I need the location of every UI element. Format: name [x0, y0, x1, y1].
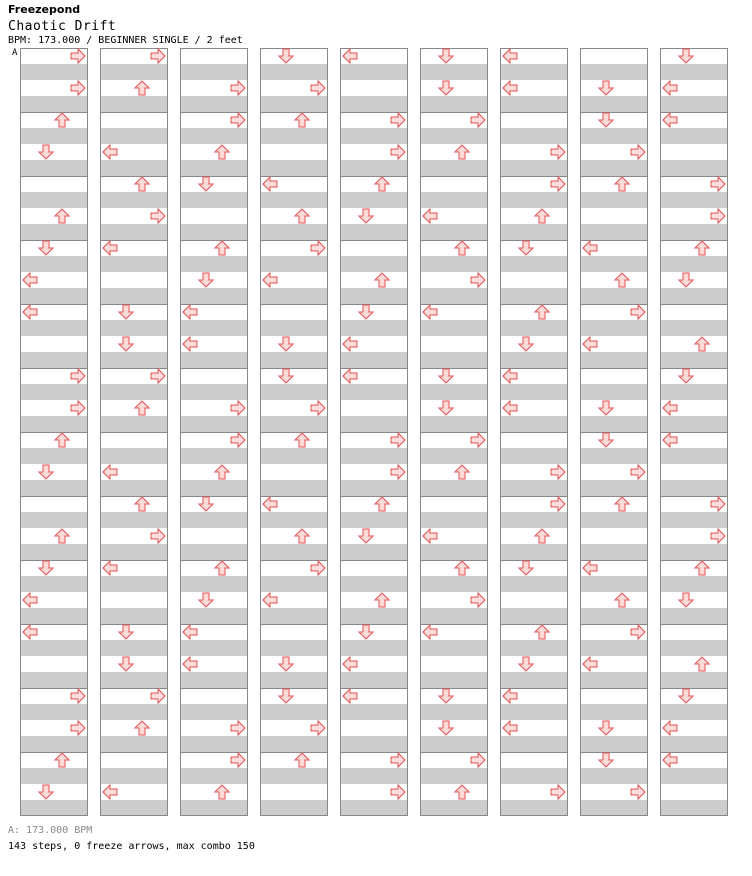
- step-arrow-right: [711, 529, 725, 543]
- step-arrow-down: [679, 593, 693, 607]
- step-arrow-down: [279, 689, 293, 703]
- step-arrow-up: [375, 177, 389, 191]
- step-arrow-down: [359, 305, 373, 319]
- step-arrow-up: [375, 497, 389, 511]
- step-arrow-left: [103, 145, 117, 159]
- step-arrow-up: [135, 401, 149, 415]
- step-arrow-up: [615, 177, 629, 191]
- step-arrow-left: [343, 689, 357, 703]
- step-arrow-down: [119, 305, 133, 319]
- step-arrow-down: [199, 177, 213, 191]
- step-arrow-down: [199, 497, 213, 511]
- step-arrow-down: [439, 369, 453, 383]
- step-arrow-up: [695, 241, 709, 255]
- step-arrow-left: [183, 625, 197, 639]
- step-arrow-left: [23, 625, 37, 639]
- step-arrow-down: [679, 369, 693, 383]
- step-arrow-down: [119, 657, 133, 671]
- step-arrow-down: [279, 49, 293, 63]
- step-arrow-down: [599, 113, 613, 127]
- step-arrow-right: [711, 497, 725, 511]
- step-arrow-right: [231, 81, 245, 95]
- step-arrow-left: [263, 177, 277, 191]
- step-arrow-down: [119, 625, 133, 639]
- step-arrow-left: [503, 401, 517, 415]
- step-arrow-left: [263, 497, 277, 511]
- step-arrow-right: [151, 209, 165, 223]
- step-arrow-up: [455, 145, 469, 159]
- step-arrow-left: [663, 433, 677, 447]
- step-arrow-right: [551, 145, 565, 159]
- step-arrow-down: [279, 657, 293, 671]
- step-arrow-left: [103, 241, 117, 255]
- step-arrow-up: [295, 753, 309, 767]
- step-arrow-left: [583, 561, 597, 575]
- step-arrow-right: [551, 177, 565, 191]
- step-arrow-right: [471, 273, 485, 287]
- step-arrow-down: [279, 369, 293, 383]
- step-arrow-right: [151, 689, 165, 703]
- step-statistics: 143 steps, 0 freeze arrows, max combo 150: [8, 841, 255, 852]
- step-arrow-right: [471, 433, 485, 447]
- step-arrow-left: [263, 593, 277, 607]
- song-title: Chaotic Drift: [8, 19, 117, 34]
- step-arrow-down: [359, 529, 373, 543]
- step-arrow-right: [231, 433, 245, 447]
- step-arrow-down: [679, 273, 693, 287]
- step-arrow-right: [311, 561, 325, 575]
- step-arrow-left: [343, 49, 357, 63]
- step-arrow-up: [455, 465, 469, 479]
- step-arrow-up: [455, 561, 469, 575]
- step-arrow-up: [55, 753, 69, 767]
- step-arrow-right: [391, 433, 405, 447]
- step-arrow-right: [231, 721, 245, 735]
- step-arrow-up: [695, 337, 709, 351]
- step-arrow-right: [711, 177, 725, 191]
- step-arrow-right: [231, 113, 245, 127]
- step-arrow-left: [583, 657, 597, 671]
- step-arrow-right: [631, 145, 645, 159]
- step-arrow-down: [279, 337, 293, 351]
- step-arrow-down: [439, 689, 453, 703]
- step-arrow-left: [183, 337, 197, 351]
- step-arrow-down: [599, 401, 613, 415]
- step-arrow-left: [103, 561, 117, 575]
- chart-column: [580, 49, 648, 817]
- step-arrow-down: [119, 337, 133, 351]
- step-arrow-down: [39, 785, 53, 799]
- step-arrow-right: [151, 49, 165, 63]
- step-arrow-down: [199, 593, 213, 607]
- step-arrow-left: [343, 657, 357, 671]
- step-arrow-right: [471, 593, 485, 607]
- step-arrow-right: [231, 401, 245, 415]
- step-arrow-right: [311, 401, 325, 415]
- step-arrow-right: [711, 209, 725, 223]
- step-arrow-down: [39, 561, 53, 575]
- step-arrow-left: [503, 689, 517, 703]
- step-arrow-up: [375, 593, 389, 607]
- step-arrow-right: [71, 49, 85, 63]
- step-arrow-left: [663, 113, 677, 127]
- step-arrow-up: [535, 529, 549, 543]
- chart-column: [260, 49, 328, 817]
- step-arrow-right: [631, 625, 645, 639]
- step-arrow-up: [295, 529, 309, 543]
- step-arrow-right: [71, 81, 85, 95]
- step-arrow-down: [439, 401, 453, 415]
- step-arrow-up: [375, 273, 389, 287]
- step-arrow-left: [503, 721, 517, 735]
- step-arrow-left: [423, 625, 437, 639]
- step-arrow-down: [599, 721, 613, 735]
- step-arrow-down: [599, 81, 613, 95]
- step-arrow-right: [71, 401, 85, 415]
- step-arrow-left: [663, 401, 677, 415]
- step-arrow-up: [295, 113, 309, 127]
- step-arrow-up: [535, 209, 549, 223]
- step-arrow-down: [359, 625, 373, 639]
- step-arrow-down: [439, 81, 453, 95]
- step-arrow-left: [23, 593, 37, 607]
- step-arrow-up: [55, 209, 69, 223]
- step-arrow-left: [503, 81, 517, 95]
- step-arrow-down: [519, 657, 533, 671]
- step-arrow-up: [55, 433, 69, 447]
- artist-name: Freezepond: [8, 3, 81, 16]
- step-arrow-left: [103, 785, 117, 799]
- step-arrow-left: [23, 305, 37, 319]
- step-arrow-up: [55, 529, 69, 543]
- step-arrow-right: [71, 689, 85, 703]
- step-arrow-down: [39, 241, 53, 255]
- step-arrow-up: [615, 593, 629, 607]
- step-arrow-up: [455, 785, 469, 799]
- step-arrow-up: [135, 721, 149, 735]
- step-arrow-up: [215, 241, 229, 255]
- step-arrow-down: [39, 465, 53, 479]
- step-arrow-left: [183, 657, 197, 671]
- step-arrow-up: [295, 433, 309, 447]
- step-arrow-right: [391, 145, 405, 159]
- step-arrow-up: [695, 657, 709, 671]
- step-arrow-right: [551, 785, 565, 799]
- chart-info: BPM: 173.000 / BEGINNER SINGLE / 2 feet: [8, 35, 243, 46]
- step-arrow-down: [439, 721, 453, 735]
- step-arrow-down: [439, 49, 453, 63]
- step-arrow-up: [615, 497, 629, 511]
- step-arrow-right: [551, 497, 565, 511]
- bpm-marker-label: A: [12, 48, 18, 58]
- step-arrow-down: [679, 49, 693, 63]
- step-arrow-right: [311, 721, 325, 735]
- step-arrow-up: [615, 273, 629, 287]
- step-arrow-down: [519, 561, 533, 575]
- step-arrow-up: [135, 497, 149, 511]
- step-arrow-down: [199, 273, 213, 287]
- step-arrow-left: [503, 49, 517, 63]
- step-arrow-right: [71, 369, 85, 383]
- step-arrow-right: [391, 465, 405, 479]
- step-arrow-left: [423, 209, 437, 223]
- step-arrow-left: [103, 465, 117, 479]
- step-arrow-down: [359, 209, 373, 223]
- step-arrow-down: [39, 145, 53, 159]
- step-arrow-up: [135, 81, 149, 95]
- step-arrow-right: [631, 785, 645, 799]
- step-arrow-down: [679, 689, 693, 703]
- step-arrow-right: [471, 753, 485, 767]
- step-arrow-right: [311, 81, 325, 95]
- step-arrow-left: [23, 273, 37, 287]
- step-arrow-down: [599, 433, 613, 447]
- step-arrow-up: [215, 785, 229, 799]
- step-arrow-left: [663, 753, 677, 767]
- step-arrow-right: [471, 113, 485, 127]
- step-arrow-up: [215, 561, 229, 575]
- step-arrow-down: [599, 753, 613, 767]
- step-arrow-up: [535, 305, 549, 319]
- step-arrow-right: [391, 113, 405, 127]
- step-arrow-left: [583, 337, 597, 351]
- step-arrow-left: [183, 305, 197, 319]
- step-arrow-left: [503, 369, 517, 383]
- step-arrow-up: [695, 561, 709, 575]
- step-arrow-right: [391, 753, 405, 767]
- step-arrow-left: [423, 305, 437, 319]
- step-arrow-right: [311, 241, 325, 255]
- step-arrow-left: [423, 529, 437, 543]
- step-arrow-down: [519, 337, 533, 351]
- step-arrow-up: [455, 241, 469, 255]
- step-arrow-right: [151, 369, 165, 383]
- step-arrow-up: [215, 145, 229, 159]
- step-arrow-left: [263, 273, 277, 287]
- step-arrow-right: [551, 465, 565, 479]
- step-arrow-up: [295, 209, 309, 223]
- step-arrow-left: [583, 241, 597, 255]
- step-arrow-down: [519, 241, 533, 255]
- step-arrow-left: [663, 81, 677, 95]
- step-arrow-up: [135, 177, 149, 191]
- step-arrow-up: [55, 113, 69, 127]
- step-arrow-up: [535, 625, 549, 639]
- step-arrow-up: [215, 465, 229, 479]
- step-arrow-left: [663, 721, 677, 735]
- step-arrow-right: [631, 305, 645, 319]
- step-arrow-right: [631, 465, 645, 479]
- step-arrow-left: [343, 369, 357, 383]
- step-arrow-left: [343, 337, 357, 351]
- bpm-legend: A: 173.000 BPM: [8, 825, 93, 836]
- step-arrow-right: [151, 529, 165, 543]
- step-arrow-right: [71, 721, 85, 735]
- step-arrow-right: [231, 753, 245, 767]
- step-arrow-right: [391, 785, 405, 799]
